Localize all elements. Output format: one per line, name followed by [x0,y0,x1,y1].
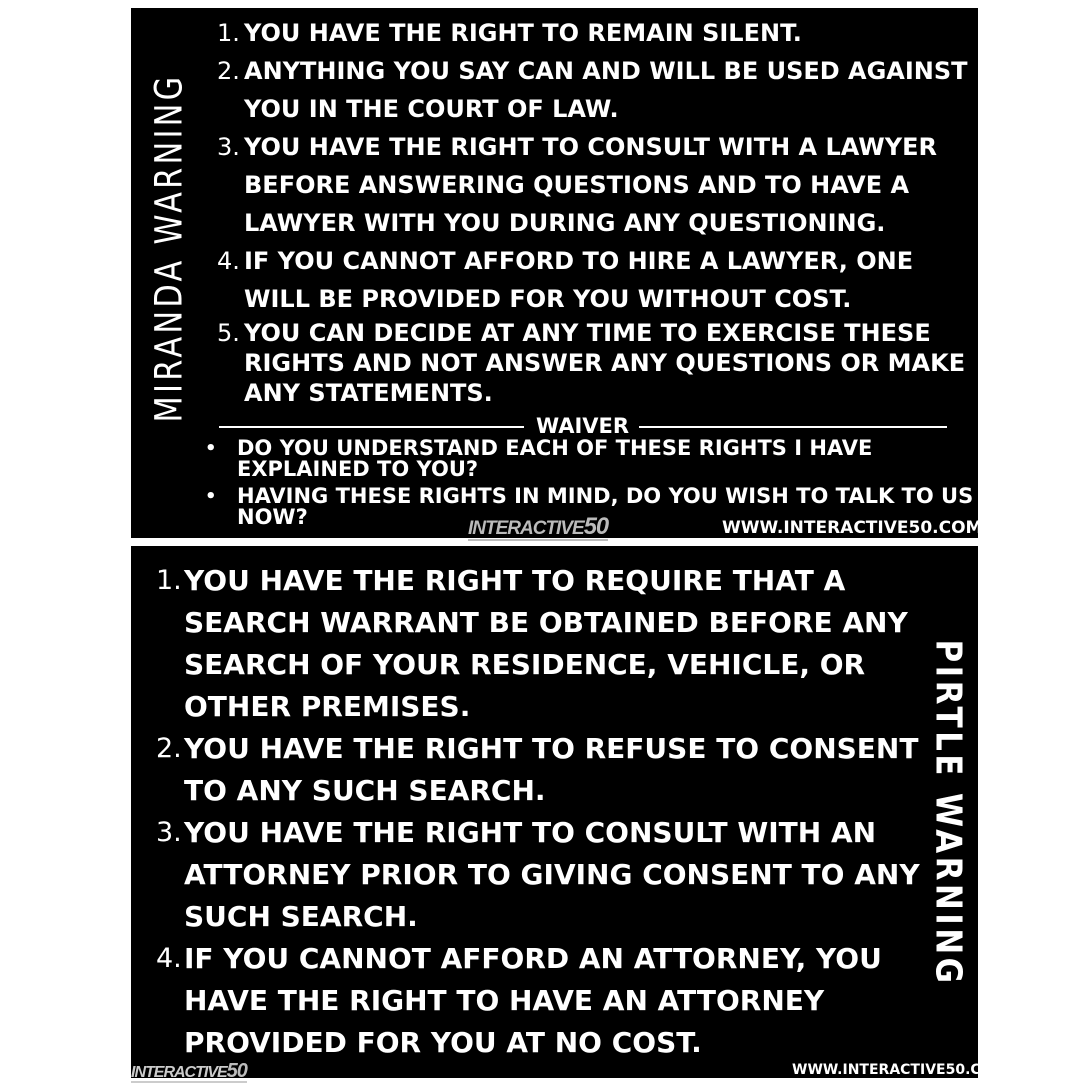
item-text: YOU HAVE THE RIGHT TO CONSULT WITH AN ATTORNEY PRIOR TO GIVING CONSENT TO ANY SUCH SEARCH. [184,816,920,933]
item-text: IF YOU CANNOT AFFORD TO HIRE A LAWYER, ONE WILL BE PROVIDED FOR YOU WITHOUT COST. [244,247,914,313]
item-number: 2. [217,57,240,85]
list-item [217,128,977,242]
item-text: DO YOU UNDERSTAND EACH OF THESE RIGHTS I HAVE EXPLAINED TO YOU? [237,436,873,481]
logo-number: 50 [583,513,609,540]
item-text: YOU HAVE THE RIGHT TO REMAIN SILENT. [244,19,802,47]
miranda-warning-card [131,8,983,540]
waiver-label: WAIVER [536,414,630,438]
list-item [217,318,977,408]
item-number: 4. [156,943,182,974]
interactive50-logo [468,515,608,541]
item-number: 4. [217,247,240,275]
list-item [217,52,977,128]
miranda-rights-list [217,14,977,408]
pirtle-warning-card [131,546,1007,1082]
pirtle-rights-list [156,560,926,1064]
miranda-title-text: MIRANDA WARNING [147,73,191,423]
item-text: YOU HAVE THE RIGHT TO CONSULT WITH A LAWYER BEFORE ANSWERING QUESTIONS AND TO HAVE A LAWYER WITH YOU DURING ANY QUESTIONING. [244,133,937,237]
list-item [205,438,975,486]
bullet-icon: • [205,438,217,459]
item-number: 2. [156,733,182,764]
item-number: 1. [156,565,182,596]
list-item [156,560,926,728]
divider-line [639,426,947,428]
item-text: ANYTHING YOU SAY CAN AND WILL BE USED AGAINST YOU IN THE COURT OF LAW. [244,57,968,123]
bullet-icon: • [205,486,217,507]
list-item [156,812,926,938]
item-number: 5. [217,319,240,347]
item-text: YOU HAVE THE RIGHT TO REFUSE TO CONSENT TO ANY SUCH SEARCH. [184,732,919,807]
item-text: HAVING THESE RIGHTS IN MIND, DO YOU WISH TO TALK TO US NOW? [237,484,974,529]
list-item [156,938,926,1064]
interactive50-logo [131,1061,247,1083]
list-item [156,728,926,812]
item-number: 1. [217,19,240,47]
pirtle-title-text: PIRTLE WARNING [927,639,969,987]
waiver-divider [219,414,949,436]
website-url: WWW.INTERACTIVE50.COM [722,518,983,538]
item-number: 3. [156,817,182,848]
item-number: 3. [217,133,240,161]
list-item [217,14,977,52]
divider-line [219,426,524,428]
list-item [217,242,977,318]
logo-number: 50 [226,1060,247,1082]
item-text: IF YOU CANNOT AFFORD AN ATTORNEY, YOU HAVE THE RIGHT TO HAVE AN ATTORNEY PROVIDED FOR YOU AT NO COST. [184,942,882,1059]
logo-text: INTERACTIVE [131,1064,227,1081]
website-url: WWW.INTERACTIVE50.COM [792,1062,1007,1078]
logo-text: INTERACTIVE [468,518,584,539]
item-text: YOU CAN DECIDE AT ANY TIME TO EXERCISE THESE RIGHTS AND NOT ANSWER ANY QUESTIONS OR MAKE ANY STATEMENTS. [244,319,966,407]
item-text: YOU HAVE THE RIGHT TO REQUIRE THAT A SEARCH WARRANT BE OBTAINED BEFORE ANY SEARCH OF YOUR RESIDENCE, VEHICLE, OR OTHER PREMISES. [184,564,908,723]
